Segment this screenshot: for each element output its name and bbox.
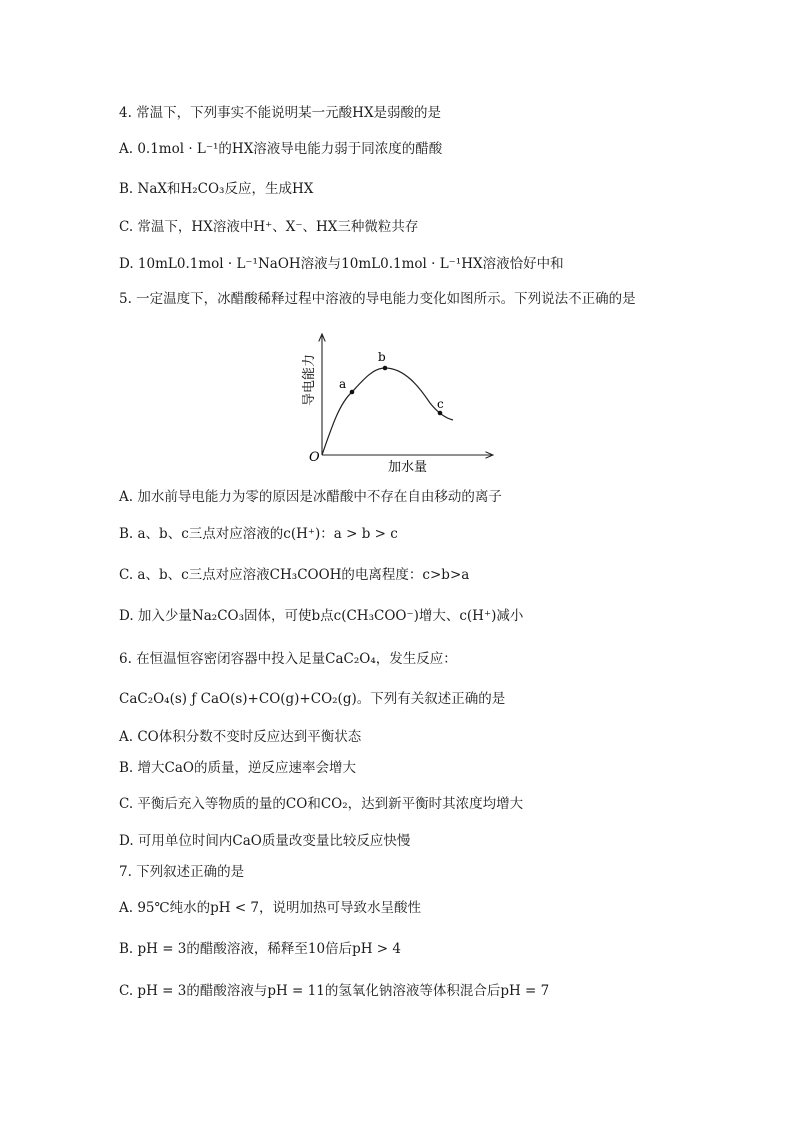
q7-option-a: A. 95℃纯水的pH < 7，说明加热可导致水呈酸性 [119, 900, 422, 916]
q4-option-b: B. NaX和H₂CO₃反应，生成HX [119, 181, 314, 197]
q5-option-c: C. a、b、c三点对应溶液CH₃COOH的电离程度：c>b>a [119, 567, 470, 583]
point-a [350, 390, 355, 395]
q4-option-a: A. 0.1mol · L⁻¹的HX溶液导电能力弱于同浓度的醋酸 [119, 141, 443, 157]
q5-option-b: B. a、b、c三点对应溶液的c(H⁺)：a > b > c [119, 526, 398, 542]
q6-option-b: B. 增大CaO的质量，逆反应速率会增大 [119, 760, 356, 776]
origin-label: O [309, 450, 320, 465]
point-c-label: c [437, 397, 444, 411]
q6-reaction: CaC₂O₄(s) ƒ CaO(s)+CO(g)+CO₂(g)。下列有关叙述正确的是 [119, 691, 506, 707]
q4-stem: 4. 常温下，下列事实不能说明某一元酸HX是弱酸的是 [119, 105, 442, 121]
q4-option-d: D. 10mL0.1mol · L⁻¹NaOH溶液与10mL0.1mol · L⁻¹HX溶液恰好中和 [119, 256, 564, 272]
q5-option-d: D. 加入少量Na₂CO₃固体，可使b点c(CH₃COO⁻)增大、c(H⁺)减小 [119, 608, 524, 624]
point-b [383, 366, 388, 371]
y-axis-label: 导电能力 [302, 353, 317, 406]
q6-option-a: A. CO体积分数不变时反应达到平衡状态 [119, 729, 362, 745]
q7-stem: 7. 下列叙述正确的是 [119, 864, 245, 880]
q5-stem: 5. 一定温度下，冰醋酸稀释过程中溶液的导电能力变化如图所示。下列说法不正确的是 [119, 291, 636, 307]
q6-stem: 6. 在恒温恒容密闭容器中投入足量CaC₂O₄，发生反应： [119, 651, 457, 667]
point-a-label: a [339, 377, 347, 391]
point-b-label: b [378, 350, 386, 364]
conductivity-chart-svg [295, 328, 505, 478]
q7-option-c: C. pH = 3的醋酸溶液与pH = 11的氢氧化钠溶液等体积混合后pH = 7 [119, 983, 550, 999]
q4-option-c: C. 常温下，HX溶液中H⁺、X⁻、HX三种微粒共存 [119, 219, 419, 235]
q6-option-c: C. 平衡后充入等物质的量的CO和CO₂，达到新平衡时其浓度均增大 [119, 796, 524, 812]
point-c [438, 411, 443, 416]
q7-option-b: B. pH = 3的醋酸溶液，稀释至10倍后pH > 4 [119, 941, 401, 957]
conductivity-chart [295, 328, 505, 478]
q5-option-a: A. 加水前导电能力为零的原因是冰醋酸中不存在自由移动的离子 [119, 489, 502, 505]
q6-option-d: D. 可用单位时间内CaO质量改变量比较反应快慢 [119, 833, 411, 849]
x-axis-label: 加水量 [388, 460, 428, 475]
